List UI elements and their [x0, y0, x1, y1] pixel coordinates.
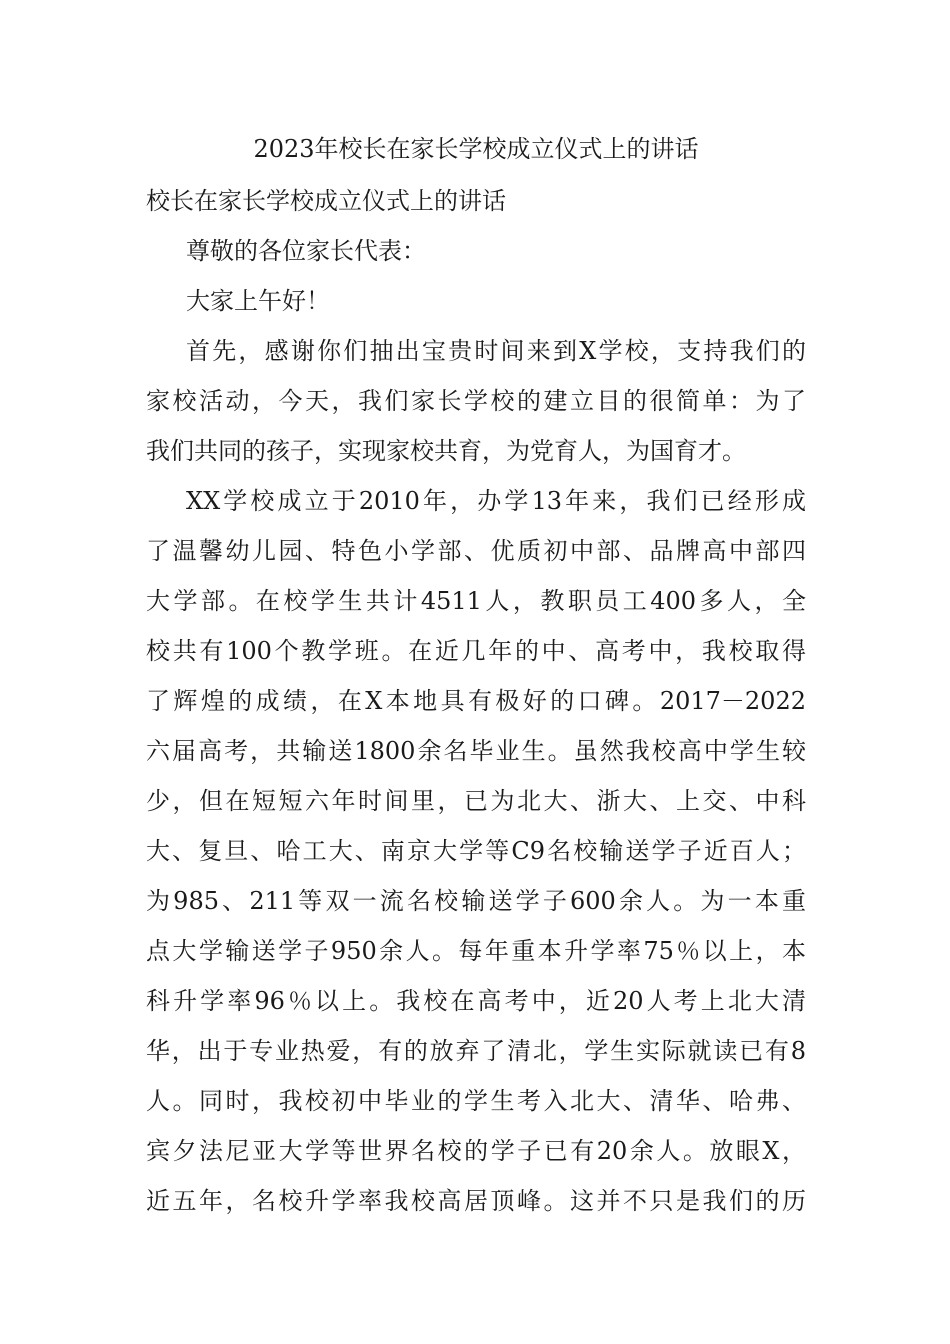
paragraph-2-line-6: 六届高考，共输送1800余名毕业生。虽然我校高中学生较	[146, 737, 806, 765]
greeting-line: 大家上午好！	[186, 287, 330, 315]
paragraph-2-line-8: 大、复旦、哈工大、南京大学等C9名校输送学子近百人；	[146, 837, 806, 865]
paragraph-2-line-10: 点大学输送学子950余人。每年重本升学率75％以上，本	[146, 937, 806, 965]
paragraph-2-line-5: 了辉煌的成绩，在X本地具有极好的口碑。2017－2022	[146, 687, 806, 715]
paragraph-2-line-12: 华，出于专业热爱，有的放弃了清北，学生实际就读已有8	[146, 1037, 806, 1065]
document-title: 2023年校长在家长学校成立仪式上的讲话	[253, 135, 699, 163]
paragraph-2-line-2: 了温馨幼儿园、特色小学部、优质初中部、品牌高中部四	[146, 537, 806, 565]
paragraph-2-line-7: 少，但在短短六年时间里，已为北大、浙大、上交、中科	[146, 787, 806, 815]
salutation-line: 尊敬的各位家长代表：	[186, 237, 426, 265]
paragraph-2-line-4: 校共有100个教学班。在近几年的中、高考中，我校取得	[146, 637, 806, 665]
paragraph-2-line-13: 人。同时，我校初中毕业的学生考入北大、清华、哈弗、	[146, 1087, 806, 1115]
paragraph-1-line-2: 家校活动，今天，我们家长学校的建立目的很简单：为了	[146, 387, 806, 415]
paragraph-1-line-1: 首先，感谢你们抽出宝贵时间来到X学校，支持我们的	[186, 337, 806, 365]
document-subtitle: 校长在家长学校成立仪式上的讲话	[146, 187, 506, 215]
paragraph-2-line-1: XX学校成立于2010年，办学13年来，我们已经形成	[186, 487, 806, 515]
paragraph-1-line-3: 我们共同的孩子，实现家校共育，为党育人，为国育才。	[146, 437, 746, 465]
paragraph-2-line-15: 近五年，名校升学率我校高居顶峰。这并不只是我们的历	[146, 1187, 806, 1215]
paragraph-2-line-3: 大学部。在校学生共计4511人，教职员工400多人，全	[146, 587, 806, 615]
paragraph-2-line-11: 科升学率96％以上。我校在高考中，近20人考上北大清	[146, 987, 806, 1015]
paragraph-2-line-9: 为985、211等双一流名校输送学子600余人。为一本重	[146, 887, 806, 915]
paragraph-2-line-14: 宾夕法尼亚大学等世界名校的学子已有20余人。放眼X，	[146, 1137, 806, 1165]
